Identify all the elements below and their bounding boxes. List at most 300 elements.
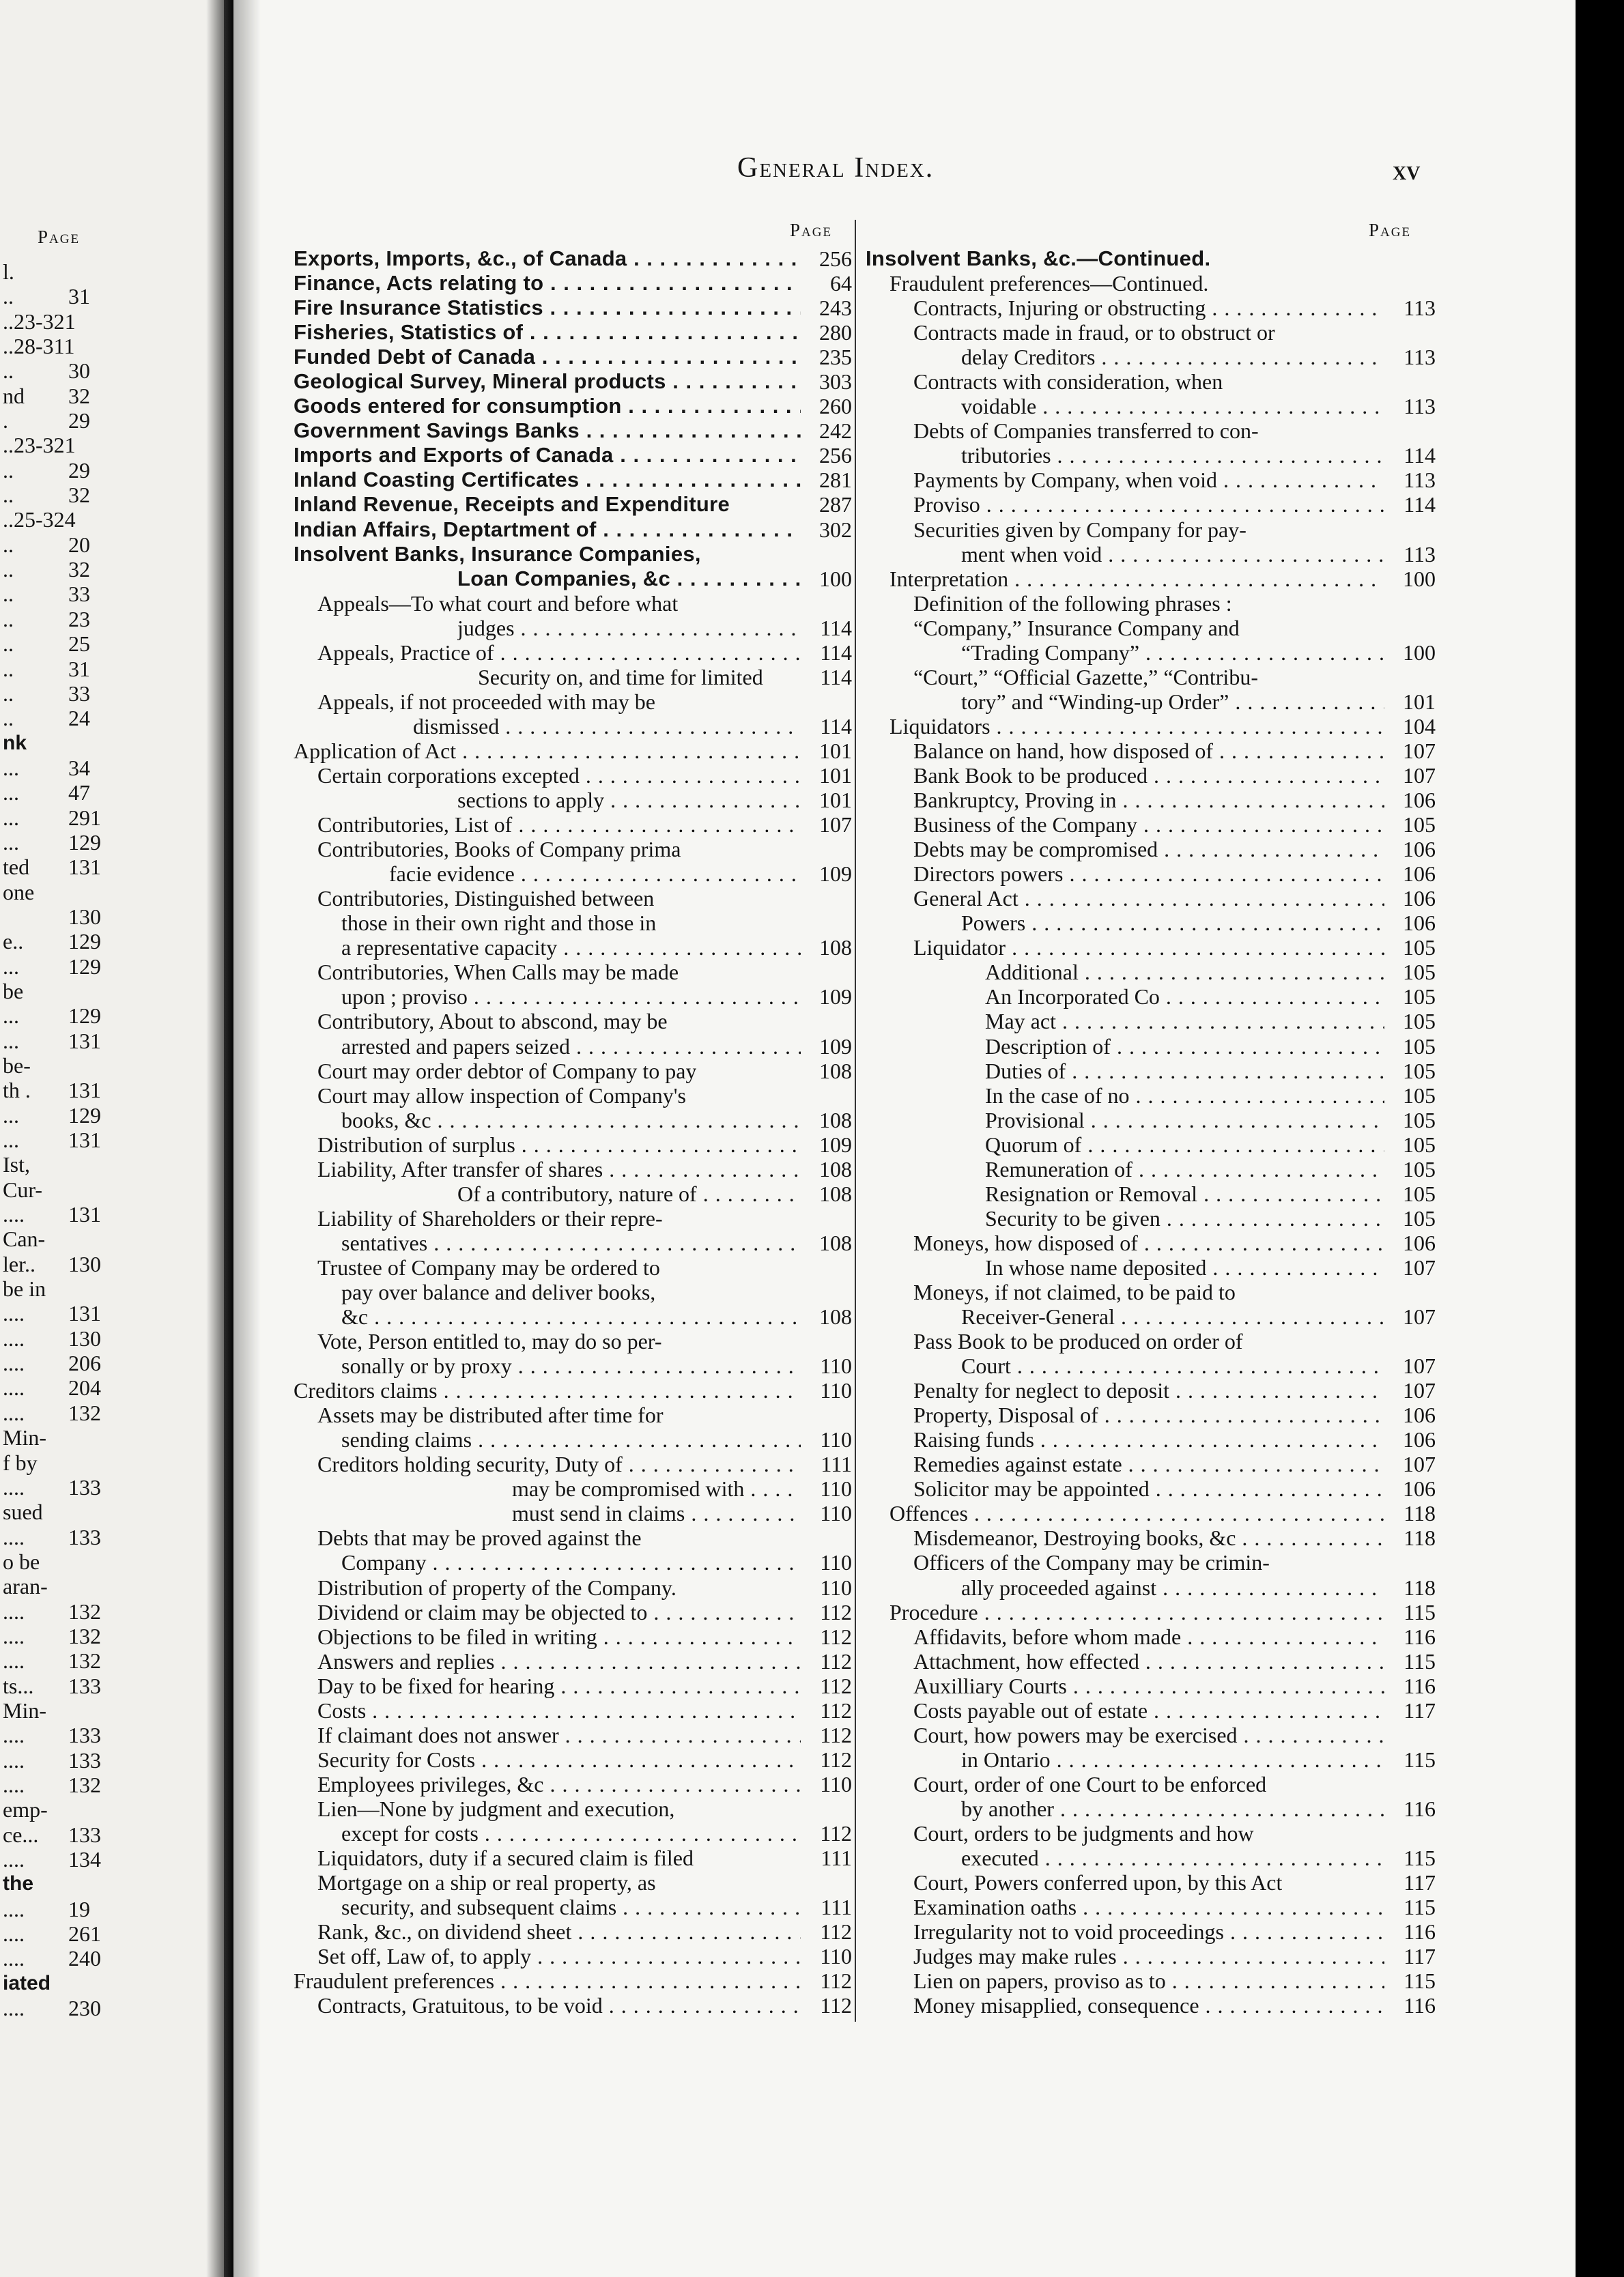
index-entry-text: Contracts made in fraud, or to obstruct or bbox=[913, 320, 1275, 345]
index-entry-page: 101 bbox=[812, 739, 852, 763]
index-entry-page: 116 bbox=[1397, 1796, 1436, 1821]
index-entry bbox=[866, 1182, 1436, 1206]
index-entry-page: 117 bbox=[1397, 1698, 1436, 1723]
left-fragment-text: .. bbox=[3, 284, 14, 309]
left-page-fragment-row bbox=[0, 929, 205, 954]
index-entry-text: Of a contributory, nature of . . . bbox=[457, 1182, 801, 1206]
index-entry-text: Misdemeanor, Destroying books, &c . . . bbox=[913, 1526, 1384, 1550]
index-entry-page: 107 bbox=[812, 812, 852, 837]
index-entry-text: “Trading Company” . . . bbox=[961, 640, 1384, 665]
left-page-fragment-row bbox=[0, 433, 205, 457]
index-entry-text: Attachment, how effected . . . bbox=[913, 1649, 1384, 1674]
left-page-fragment-row bbox=[0, 631, 205, 656]
index-entry-text: Distribution of property of the Company. bbox=[317, 1575, 676, 1600]
left-fragment-page: 29 bbox=[68, 457, 90, 483]
index-entry bbox=[294, 960, 852, 984]
index-entry bbox=[866, 246, 1436, 271]
index-entry bbox=[866, 1157, 1436, 1182]
index-entry-page: 111 bbox=[814, 1846, 852, 1870]
index-entry bbox=[866, 1550, 1436, 1575]
index-entry-page: 100 bbox=[1396, 567, 1436, 591]
index-entry-text: dismissed . . . bbox=[413, 714, 801, 739]
index-entry-text: Trustee of Company may be ordered to bbox=[317, 1255, 660, 1280]
index-entry-text: Funded Debt of Canada . . . bbox=[294, 345, 801, 369]
index-entry-page: 287 bbox=[812, 492, 852, 517]
left-fragment-text: .... bbox=[3, 1723, 25, 1748]
index-entry bbox=[866, 1009, 1436, 1033]
index-entry-text: In whose name deposited . . . bbox=[985, 1255, 1384, 1280]
left-page-fragment-row bbox=[0, 1053, 205, 1078]
left-fragment-page: 25 bbox=[68, 631, 90, 657]
index-entry-text: Imports and Exports of Canada . . . bbox=[294, 443, 801, 468]
index-entry-text: judges . . . bbox=[457, 616, 801, 640]
index-entry-text: Costs payable out of estate . . . bbox=[913, 1698, 1384, 1723]
index-entry-page: 112 bbox=[813, 1649, 852, 1674]
index-entry-text: Remuneration of . . . bbox=[985, 1157, 1384, 1182]
index-entry bbox=[866, 1476, 1436, 1501]
index-entry bbox=[866, 1674, 1436, 1698]
left-page-fragment-row bbox=[0, 1252, 205, 1276]
left-fragment-text: .... bbox=[3, 1202, 25, 1227]
index-entry-page: 256 bbox=[812, 246, 852, 271]
index-entry bbox=[294, 788, 852, 812]
left-fragment-page: 130 bbox=[68, 904, 101, 929]
index-entry-text: Answers and replies . . . bbox=[317, 1649, 801, 1674]
index-entry bbox=[866, 1354, 1436, 1378]
index-entry bbox=[866, 886, 1436, 911]
index-entry bbox=[294, 418, 852, 443]
index-entry bbox=[294, 1206, 852, 1231]
index-entry-text: Auxilliary Courts . . . bbox=[913, 1674, 1384, 1698]
left-fragment-page: 133 bbox=[68, 1822, 101, 1847]
left-fragment-page: 133 bbox=[68, 1673, 101, 1698]
index-entry-page: 281 bbox=[812, 468, 852, 492]
index-entry-page: 112 bbox=[813, 1600, 852, 1624]
index-entry bbox=[866, 1206, 1436, 1231]
index-entry-page: 106 bbox=[1396, 1403, 1436, 1427]
left-fragment-text: emp- bbox=[3, 1797, 48, 1822]
index-entry-page: 118 bbox=[1397, 1501, 1436, 1526]
left-fragment-page: 133 bbox=[68, 1474, 101, 1500]
left-fragment-text: .. bbox=[3, 358, 14, 384]
left-page-fragment-row bbox=[0, 309, 205, 334]
page-folio: xv bbox=[1393, 155, 1421, 186]
index-entry-text: arrested and papers seized . . . bbox=[341, 1034, 801, 1059]
index-entry bbox=[294, 296, 852, 320]
left-fragment-text: ... bbox=[3, 805, 19, 830]
index-entry-page: 112 bbox=[813, 1723, 852, 1747]
index-entry-page: 112 bbox=[813, 1919, 852, 1944]
left-fragment-text: l. bbox=[3, 259, 14, 284]
left-page-fragment-row bbox=[0, 1450, 205, 1475]
index-entry bbox=[294, 1944, 852, 1968]
index-entry-text: Distribution of surplus . . . bbox=[317, 1132, 801, 1157]
index-entry-page: 106 bbox=[1396, 911, 1436, 935]
left-fragment-text: the bbox=[3, 1872, 33, 1895]
index-entry-text: Penalty for neglect to deposit . . . bbox=[913, 1378, 1384, 1403]
index-entry-text: Bank Book to be produced . . . bbox=[913, 763, 1384, 788]
index-entry-text: sentatives . . . bbox=[341, 1231, 801, 1255]
index-entry-text: Quorum of . . . bbox=[985, 1132, 1384, 1157]
index-entry-page: 105 bbox=[1396, 960, 1436, 984]
index-entry-text: Lien—None by judgment and execution, bbox=[317, 1796, 675, 1821]
index-entry bbox=[866, 320, 1436, 345]
left-fragment-text: . bbox=[3, 408, 8, 433]
left-fragment-text: .... bbox=[3, 1921, 25, 1947]
index-entry-page: 105 bbox=[1396, 1108, 1436, 1132]
index-entry-text: Liquidators . . . bbox=[889, 714, 1384, 739]
index-entry bbox=[866, 1968, 1436, 1993]
index-entry bbox=[294, 935, 852, 960]
index-entry-text: Fraudulent preferences . . . bbox=[294, 1968, 801, 1993]
left-page-fragment-row bbox=[0, 1525, 205, 1549]
left-page-fragment-row bbox=[0, 1946, 205, 1971]
index-entry-text: Irregularity not to void proceedings . . . bbox=[913, 1919, 1384, 1944]
index-entry bbox=[294, 1329, 852, 1354]
index-entry bbox=[866, 1772, 1436, 1796]
index-entry-text: upon ; proviso . . . bbox=[341, 984, 801, 1009]
index-entry bbox=[294, 492, 852, 517]
index-entry-text: must send in claims . . . bbox=[512, 1501, 801, 1526]
index-entry-text: Property, Disposal of . . . bbox=[913, 1403, 1384, 1427]
index-entry-text: Contracts with consideration, when bbox=[913, 369, 1223, 395]
index-entry-text: Judges may make rules . . . bbox=[913, 1944, 1384, 1968]
index-entry bbox=[294, 567, 852, 591]
index-entry bbox=[294, 984, 852, 1009]
index-entry-page: 106 bbox=[1396, 788, 1436, 812]
column-2-page-header: Page bbox=[1369, 220, 1412, 240]
left-fragment-text: .. bbox=[3, 706, 14, 731]
index-entry-page: 116 bbox=[1397, 1919, 1436, 1944]
left-fragment-page: 32 bbox=[68, 383, 90, 408]
index-entry-text: delay Creditors . . . bbox=[961, 345, 1384, 369]
index-entry-page: 106 bbox=[1396, 1231, 1436, 1255]
index-entry-text: Insolvent Banks, Insurance Companies, bbox=[294, 541, 701, 566]
index-entry-text: Security on, and time for limited bbox=[478, 664, 763, 689]
left-page-fragment-row bbox=[0, 979, 205, 1003]
left-fragment-page: 32 bbox=[68, 557, 90, 582]
index-entry-page: 114 bbox=[813, 665, 852, 689]
index-entry-text: Debts of Companies transferred to con- bbox=[913, 418, 1259, 444]
left-fragment-text: ... bbox=[3, 954, 19, 979]
index-entry-page: 107 bbox=[1396, 739, 1436, 763]
index-entry bbox=[294, 394, 852, 418]
index-entry-text: Objections to be filed in writing . . . bbox=[317, 1624, 801, 1649]
index-entry-page: 111 bbox=[814, 1895, 852, 1919]
left-page-fragment-row bbox=[0, 1698, 205, 1723]
index-entry bbox=[866, 1501, 1436, 1526]
left-page-fragment-row bbox=[0, 1648, 205, 1673]
index-entry-text: Liability, After transfer of shares . . . bbox=[317, 1157, 801, 1182]
left-fragment-page: 132 bbox=[68, 1772, 101, 1797]
index-entry-text: executed . . . bbox=[961, 1846, 1384, 1870]
index-entry bbox=[294, 1747, 852, 1772]
index-entry bbox=[294, 739, 852, 763]
left-page-fragment-row bbox=[0, 1078, 205, 1102]
index-entry-page: 106 bbox=[1396, 1427, 1436, 1452]
left-page-fragment-row bbox=[0, 1326, 205, 1351]
left-page-fragment-row bbox=[0, 483, 205, 507]
index-entry bbox=[294, 861, 852, 886]
index-entry-text: Court may allow inspection of Company's bbox=[317, 1083, 686, 1108]
left-page-fragment-row bbox=[0, 780, 205, 805]
left-fragment-page: 130 bbox=[68, 1326, 101, 1351]
column-divider bbox=[855, 220, 856, 2022]
index-entry-text: Fraudulent preferences—Continued. bbox=[889, 271, 1209, 296]
left-page-fragment-row bbox=[0, 458, 205, 483]
left-fragment-text: .... bbox=[3, 1896, 25, 1921]
index-entry bbox=[866, 1329, 1436, 1354]
index-entry-text: Examination oaths . . . bbox=[913, 1895, 1384, 1919]
index-entry-text: Debts may be compromised . . . bbox=[913, 837, 1384, 861]
index-entry-page: 111 bbox=[814, 1452, 852, 1476]
left-page-fragment-row bbox=[0, 830, 205, 855]
index-entry-page: 105 bbox=[1396, 812, 1436, 837]
index-entry-page: 107 bbox=[1396, 1255, 1436, 1280]
index-entry-page: 106 bbox=[1396, 886, 1436, 911]
left-fragment-text: ... bbox=[3, 1128, 19, 1153]
index-entry-text: Lien on papers, proviso as to . . . bbox=[913, 1968, 1384, 1993]
index-entry bbox=[294, 1674, 852, 1698]
index-entry bbox=[866, 1255, 1436, 1280]
index-entry-page: 112 bbox=[813, 1821, 852, 1846]
left-fragment-text: .... bbox=[3, 1772, 25, 1797]
left-fragment-page: 206 bbox=[68, 1351, 101, 1376]
left-page-fragment-row bbox=[0, 1103, 205, 1128]
index-entry bbox=[294, 1157, 852, 1182]
running-head: General Index. bbox=[737, 152, 935, 184]
index-entry bbox=[866, 1304, 1436, 1329]
left-page-fragment-row bbox=[0, 384, 205, 408]
index-entry-page: 114 bbox=[813, 616, 852, 640]
left-fragment-page: 291 bbox=[68, 805, 101, 830]
left-fragment-text: Ist, bbox=[3, 1152, 30, 1177]
index-entry-page: 115 bbox=[1397, 1747, 1436, 1772]
index-entry-page: 105 bbox=[1396, 1009, 1436, 1033]
index-entry bbox=[294, 1600, 852, 1624]
index-entry-text: Contributory, About to abscond, may be bbox=[317, 1009, 668, 1034]
index-entry-page: 105 bbox=[1396, 1059, 1436, 1083]
index-entry-text: Loan Companies, &c . . . bbox=[457, 567, 801, 591]
index-entry-text: Resignation or Removal . . . bbox=[985, 1182, 1384, 1206]
left-fragment-text: Min- bbox=[3, 1698, 46, 1723]
left-fragment-page: 132 bbox=[68, 1623, 101, 1648]
index-entry bbox=[866, 1870, 1436, 1895]
index-entry-text: Geological Survey, Mineral products . . . bbox=[294, 369, 801, 394]
left-fragment-text: .. bbox=[3, 656, 14, 681]
index-entry-text: Offences . . . bbox=[889, 1501, 1384, 1526]
index-entry bbox=[294, 1575, 852, 1600]
index-entry bbox=[866, 296, 1436, 320]
index-entry-text: In the case of no . . . bbox=[985, 1083, 1384, 1108]
index-entry bbox=[866, 542, 1436, 567]
left-fragment-text: .... bbox=[3, 1623, 25, 1648]
index-entry-text: Contributories, Books of Company prima bbox=[317, 837, 681, 862]
index-entry-page: 110 bbox=[813, 1427, 852, 1452]
index-entry-text: Contributories, Distinguished between bbox=[317, 886, 655, 911]
index-entry bbox=[866, 567, 1436, 591]
index-entry-text: Inland Coasting Certificates . . . bbox=[294, 468, 801, 492]
index-entry-page: 115 bbox=[1397, 1846, 1436, 1870]
index-entry-page: 107 bbox=[1396, 1452, 1436, 1476]
index-entry-text: Contracts, Gratuitous, to be void . . . bbox=[317, 1993, 801, 2018]
left-fragment-page: 24 bbox=[68, 706, 90, 731]
index-entry-text: May act . . . bbox=[985, 1009, 1384, 1033]
index-entry-page: 112 bbox=[813, 1674, 852, 1698]
index-entry bbox=[866, 739, 1436, 763]
index-entry bbox=[294, 369, 852, 394]
left-fragment-text: .... bbox=[3, 1524, 25, 1549]
index-entry-page: 110 bbox=[813, 1378, 852, 1403]
left-fragment-page: 132 bbox=[68, 1648, 101, 1674]
left-fragment-text: ts... bbox=[3, 1673, 34, 1698]
left-page-fragment-row bbox=[0, 1797, 205, 1822]
left-fragment-text: .... bbox=[3, 1326, 25, 1351]
left-fragment-page: 31 bbox=[68, 284, 90, 309]
left-page-fragment-row bbox=[0, 1029, 205, 1053]
index-entry-text: Creditors claims . . . bbox=[294, 1378, 801, 1403]
index-entry bbox=[294, 1772, 852, 1796]
left-fragment-text: .... bbox=[3, 1946, 25, 1971]
index-entry bbox=[866, 1059, 1436, 1083]
index-entry-page: 108 bbox=[812, 1304, 852, 1329]
index-entry-page: 110 bbox=[813, 1476, 852, 1501]
left-fragment-page: 31 bbox=[68, 656, 90, 681]
left-fragment-text: .. bbox=[3, 483, 14, 508]
index-entry bbox=[294, 1108, 852, 1132]
index-entry-page: 118 bbox=[1397, 1526, 1436, 1550]
index-entry-page: 110 bbox=[813, 1550, 852, 1575]
left-fragment-text: Can- bbox=[3, 1227, 46, 1252]
index-entry bbox=[866, 1575, 1436, 1600]
left-fragment-page: 131 bbox=[68, 1202, 101, 1227]
left-page-fragment-row bbox=[0, 1500, 205, 1524]
book-gutter bbox=[224, 0, 233, 2277]
left-fragment-text: th . bbox=[3, 1078, 31, 1103]
left-fragment-page: 30 bbox=[68, 358, 90, 384]
index-entry-page: 302 bbox=[812, 517, 852, 542]
index-entry-text: Application of Act . . . bbox=[294, 739, 801, 763]
index-entry bbox=[294, 1870, 852, 1895]
index-entry bbox=[866, 394, 1436, 418]
left-page-fragment-row bbox=[0, 1177, 205, 1202]
index-entry bbox=[866, 837, 1436, 861]
index-entry bbox=[866, 1132, 1436, 1157]
index-entry bbox=[294, 271, 852, 296]
index-entry-page: 108 bbox=[812, 1231, 852, 1255]
left-fragment-text: ... bbox=[3, 829, 19, 855]
scan-border bbox=[1576, 0, 1624, 2277]
index-entry bbox=[294, 1550, 852, 1575]
left-fragment-text: be bbox=[3, 978, 24, 1003]
index-entry-page: 100 bbox=[1396, 640, 1436, 665]
index-entry bbox=[866, 1403, 1436, 1427]
left-fragment-page: 129 bbox=[68, 1003, 101, 1029]
index-entry bbox=[294, 1526, 852, 1550]
index-entry bbox=[866, 861, 1436, 886]
index-entry bbox=[294, 1354, 852, 1378]
left-fragment-page: 230 bbox=[68, 1996, 101, 2021]
index-entry-page: 116 bbox=[1397, 1993, 1436, 2018]
index-entry bbox=[866, 369, 1436, 394]
index-entry bbox=[294, 1698, 852, 1723]
left-fragment-page: 130 bbox=[68, 1251, 101, 1276]
left-page-fragment-row bbox=[0, 954, 205, 979]
left-page-fragment-row bbox=[0, 1003, 205, 1028]
left-page-fragment-row bbox=[0, 582, 205, 606]
index-entry-page: 105 bbox=[1396, 984, 1436, 1009]
left-fragment-text: .... bbox=[3, 1301, 25, 1326]
index-entry bbox=[866, 1452, 1436, 1476]
index-entry-text: in Ontario . . . bbox=[961, 1747, 1384, 1772]
index-entry-page: 107 bbox=[1396, 763, 1436, 788]
index-entry bbox=[294, 1083, 852, 1108]
index-entry-text: voidable . . . bbox=[961, 394, 1384, 418]
index-entry-text: Court, orders to be judgments and how bbox=[913, 1821, 1254, 1846]
index-column-2 bbox=[866, 246, 1436, 2018]
index-entry-text: Powers . . . bbox=[961, 911, 1384, 935]
index-entry-page: 109 bbox=[812, 861, 852, 886]
left-fragment-text: o be bbox=[3, 1549, 40, 1574]
index-entry-text: ment when void . . . bbox=[961, 542, 1384, 567]
left-page-fragment-row bbox=[0, 1202, 205, 1227]
index-entry bbox=[866, 1723, 1436, 1747]
left-page-fragment-row bbox=[0, 1152, 205, 1177]
index-entry-text: Rank, &c., on dividend sheet . . . bbox=[317, 1919, 801, 1944]
index-entry-text: Court may order debtor of Company to pay bbox=[317, 1058, 697, 1083]
index-entry-text: Moneys, if not claimed, to be paid to bbox=[913, 1279, 1236, 1304]
index-entry-page: 115 bbox=[1397, 1600, 1436, 1624]
left-fragment-text: .... bbox=[3, 1648, 25, 1674]
index-entry bbox=[294, 1378, 852, 1403]
left-fragment-page: 33 bbox=[68, 681, 90, 706]
left-fragment-text: ..25-324 bbox=[3, 507, 76, 532]
index-entry-page: 108 bbox=[812, 935, 852, 960]
left-fragment-text: ler.. bbox=[3, 1251, 35, 1276]
left-page-fragment-row bbox=[0, 1475, 205, 1500]
index-entry-text: sections to apply . . . bbox=[457, 788, 801, 812]
index-entry bbox=[866, 1895, 1436, 1919]
index-entry bbox=[866, 443, 1436, 468]
index-entry bbox=[294, 714, 852, 739]
index-entry bbox=[294, 443, 852, 468]
left-fragment-text: one bbox=[3, 879, 35, 904]
index-entry-page: 108 bbox=[812, 1108, 852, 1132]
index-entry-text: Moneys, how disposed of . . . bbox=[913, 1231, 1384, 1255]
index-entry-page: 113 bbox=[1397, 542, 1436, 567]
left-page-fragment-row bbox=[0, 532, 205, 557]
index-entry bbox=[294, 1919, 852, 1944]
index-entry-page: 108 bbox=[812, 1157, 852, 1182]
index-entry bbox=[866, 1698, 1436, 1723]
index-entry-text: Payments by Company, when void . . . bbox=[913, 468, 1384, 492]
index-entry-text: Goods entered for consumption . . . bbox=[294, 394, 801, 418]
index-entry-text: Mortgage on a ship or real property, as bbox=[317, 1870, 656, 1895]
left-page-fragment-row bbox=[0, 408, 205, 433]
index-entry-text: Indian Affairs, Deptartment of . . . bbox=[294, 517, 801, 542]
index-entry bbox=[866, 689, 1436, 714]
index-entry-text: those in their own right and those in bbox=[341, 911, 657, 936]
index-entry-text: Appeals, if not proceeded with may be bbox=[317, 689, 655, 714]
index-entry bbox=[866, 1280, 1436, 1304]
index-entry-page: 101 bbox=[812, 788, 852, 812]
index-entry bbox=[294, 665, 852, 689]
index-entry-text: General Act . . . bbox=[913, 886, 1384, 911]
index-entry bbox=[866, 984, 1436, 1009]
index-entry-page: 64 bbox=[823, 271, 852, 296]
left-page-fragment-row bbox=[0, 706, 205, 730]
index-entry-page: 105 bbox=[1396, 1034, 1436, 1059]
